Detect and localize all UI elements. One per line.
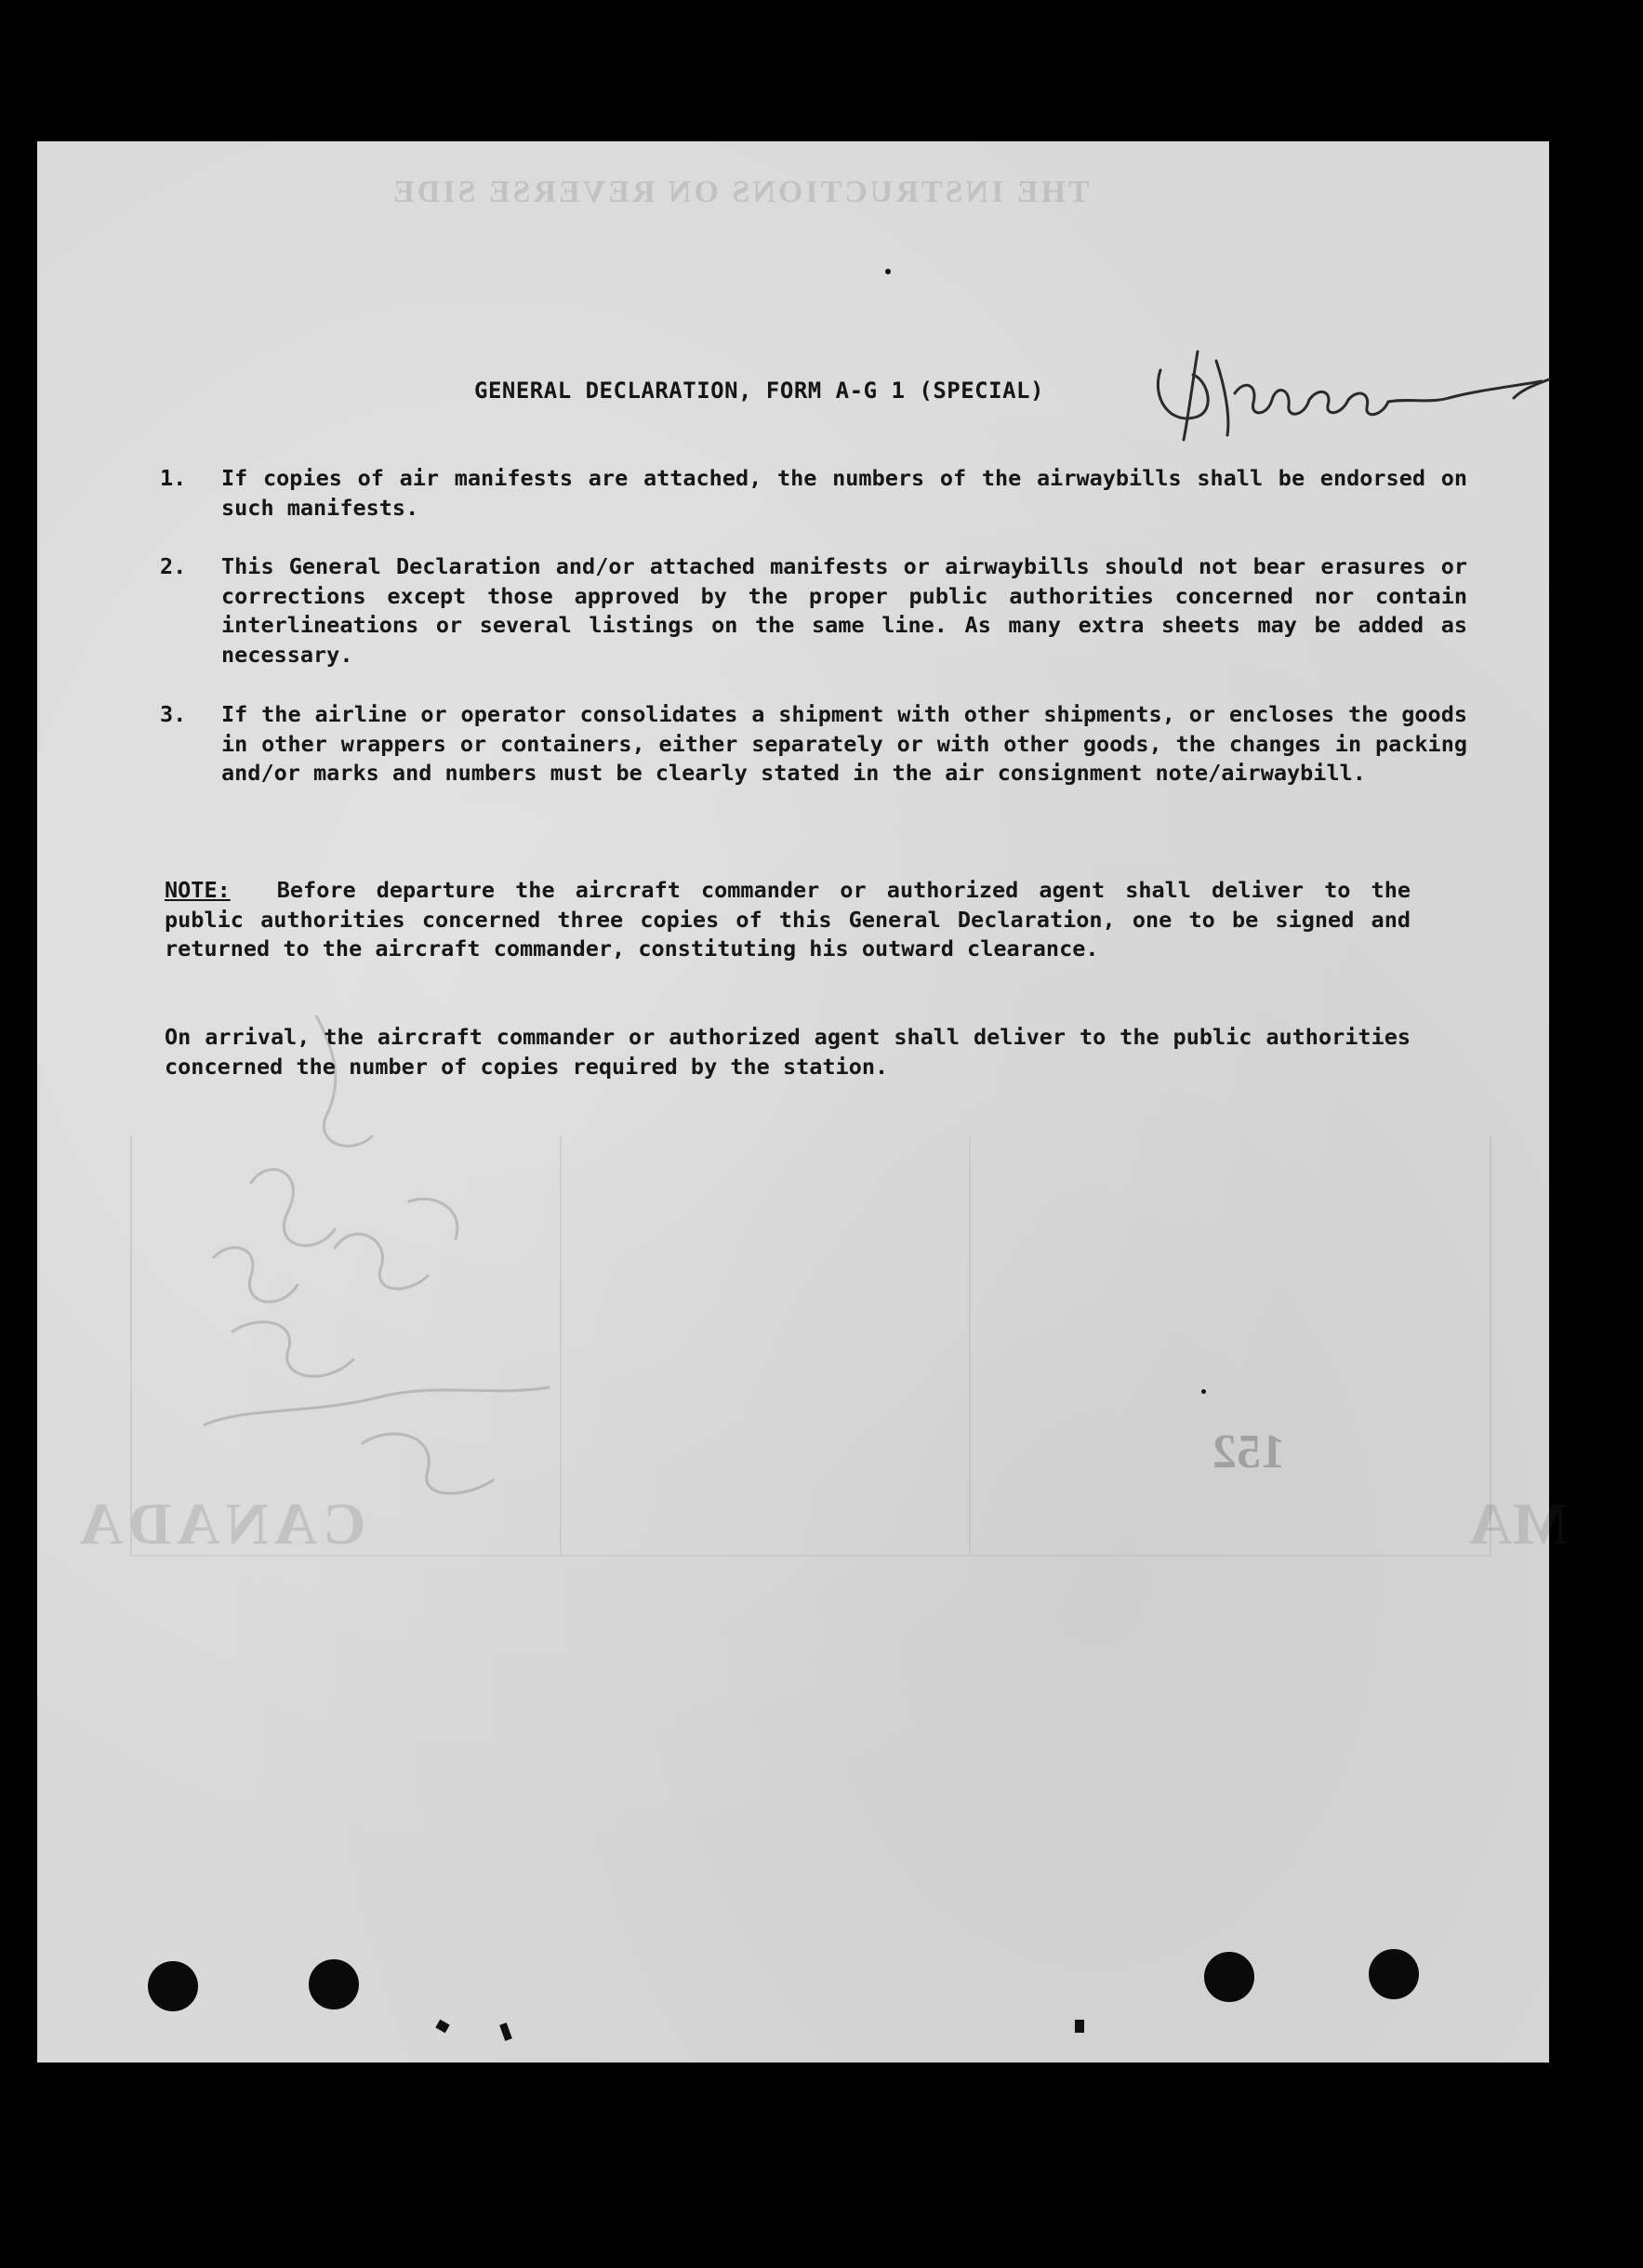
item-number: 3.	[160, 701, 187, 727]
show-through-number: 152	[1212, 1426, 1285, 1479]
item-text: If copies of air manifests are attached, the numbers of the airwaybills shall be endorsed on such manifests.	[221, 465, 1467, 521]
handwritten-signature	[1142, 342, 1551, 444]
document-page	[37, 141, 1569, 2062]
punch-hole	[309, 1959, 359, 2009]
speck	[435, 2020, 449, 2034]
page-title: GENERAL DECLARATION, FORM A-G 1 (SPECIAL)	[474, 378, 1044, 404]
speck	[499, 2023, 512, 2041]
item-number: 2.	[160, 553, 187, 579]
speck	[1075, 2020, 1084, 2033]
show-through-table	[130, 1136, 1491, 1557]
punch-hole	[1204, 1952, 1254, 2002]
punch-hole	[1369, 1949, 1419, 1999]
item-text: This General Declaration and/or attached manifests or airwaybills should not bear erasures or corrections except those approved by the proper public authorities concerned nor contain interlineations or several listings on the same line. As many extra sheets may be added as necessary.	[221, 553, 1467, 668]
show-through-text: MA	[1469, 1491, 1569, 1557]
punch-hole	[148, 1961, 198, 2011]
speck	[885, 269, 891, 274]
arrival-paragraph: On arrival, the aircraft commander or authorized agent shall deliver to the public authorities concerned the number of copies required by the station.	[165, 1024, 1411, 1080]
note-paragraph	[165, 876, 1411, 964]
show-through-text: THE INSTRUCTIONS ON REVERSE SIDE	[391, 175, 1090, 209]
note-text: Before departure the aircraft commander or authorized agent shall deliver to the public authorities concerned three copies of this General Declaration, one to be signed and returned to the aircraft commander, constituting his outward clearance.	[165, 877, 1411, 962]
note-label: NOTE:	[165, 877, 231, 903]
item-number: 1.	[160, 465, 187, 491]
speck	[1201, 1389, 1206, 1394]
item-text: If the airline or operator consolidates a shipment with other shipments, or encloses the goods in other wrappers or containers, either separately or with other goods, the changes in packing and/or marks and numbers must be clearly stated in the air consignment note/airwaybill.	[221, 701, 1467, 786]
show-through-text: CANADA	[74, 1491, 366, 1557]
